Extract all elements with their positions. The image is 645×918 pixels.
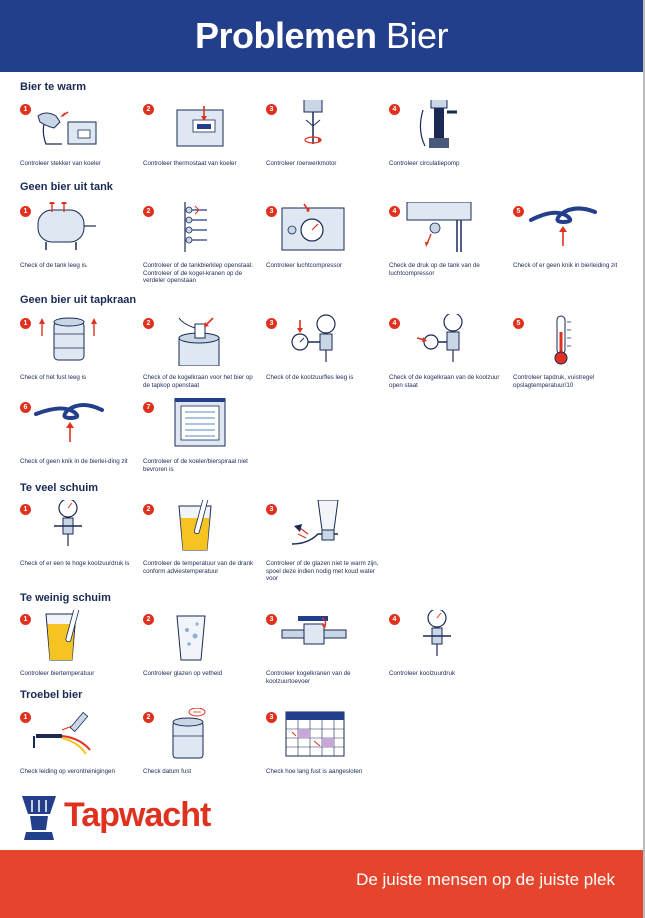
tapwacht-logo	[20, 792, 280, 844]
step-caption: Controleer roerwerkmotor	[266, 160, 337, 167]
ball-valve-icon	[278, 610, 350, 662]
step-number: 4	[389, 104, 400, 115]
step-caption: Controleer koolzuurdruk	[389, 670, 456, 677]
step-caption: Controleer stekker van koeler	[20, 160, 101, 167]
tapwacht-emblem-icon	[20, 794, 58, 842]
page-title	[0, 0, 643, 72]
footer-slogan: De juiste mensen op de juiste plek	[356, 870, 615, 889]
page-title-bold: Problemen	[194, 15, 377, 56]
step-number: 4	[389, 318, 400, 329]
step-number: 2	[143, 318, 154, 329]
step-number: 3	[266, 504, 277, 515]
section-title-bier-te-warm: Bier te warm	[20, 81, 87, 93]
step-number: 3	[266, 206, 277, 217]
plug-icon	[32, 100, 104, 152]
calendar-icon	[278, 708, 350, 760]
step-caption: Controleer circulatiepomp	[389, 160, 460, 167]
tank-pressure-icon	[401, 202, 473, 254]
glass-thermometer-icon	[155, 500, 227, 552]
glass-rinser-icon	[278, 500, 350, 552]
step-caption: Controleer luchtcompressor	[266, 262, 342, 269]
step-caption: Controleer tapdruk, vuistregel opslagtemperatuur/10	[513, 374, 595, 389]
cooler-coil-icon	[155, 398, 227, 450]
brand-name: Tapwacht	[64, 796, 211, 834]
step-caption: Check of de koolzuurfles leeg is	[266, 374, 354, 381]
step-caption: Check de druk op de tank van de luchtcompressor	[389, 262, 480, 277]
stirring-motor-icon	[278, 100, 350, 152]
step-number: 1	[20, 206, 31, 217]
step-number: 1	[20, 614, 31, 625]
dirty-line-icon	[32, 708, 104, 760]
step-caption: Check hoe lang fust is aangesloten	[266, 768, 363, 775]
step-number: 5	[513, 206, 524, 217]
header-banner	[0, 0, 643, 72]
step-number: 3	[266, 104, 277, 115]
section-title-geen-bier-uit-tapkraan: Geen bier uit tapkraan	[20, 294, 137, 306]
step-number: 5	[513, 318, 524, 329]
step-caption: Controleer kogelkranen van de koolzuurtoevoer	[266, 670, 351, 685]
section-title-troebel-bier: Troebel bier	[20, 689, 83, 701]
air-compressor-icon	[278, 202, 350, 254]
hose-kink-icon	[525, 202, 597, 254]
step-caption: Controleer of de tankbierklep openstaat. Controleer of de kogel-kranen op de verdeler openstaan	[143, 262, 254, 285]
circulation-pump-icon	[401, 100, 473, 152]
step-caption: Check of de kogelkraan van de koolzuur open staat	[389, 374, 500, 389]
co2-regulator-icon	[32, 500, 104, 552]
step-number: 2	[143, 504, 154, 515]
step-number: 3	[266, 614, 277, 625]
keg-valve-icon	[155, 314, 227, 366]
step-caption: Check of geen knik in de bierlei-ding zit	[20, 458, 128, 465]
step-number: 2	[143, 104, 154, 115]
co2-gauge-icon	[278, 314, 350, 366]
step-caption: Check of er een te hoge koolzuurdruk is	[20, 560, 130, 567]
step-number: 4	[389, 206, 400, 217]
step-number: 3	[266, 318, 277, 329]
step-number: 2	[143, 206, 154, 217]
step-caption: Controleer thermostaat van koeler	[143, 160, 237, 167]
step-number: 1	[20, 318, 31, 329]
section-title-te-veel-schuim: Te veel schuim	[20, 482, 99, 494]
step-number: 1	[20, 712, 31, 723]
step-caption: Check of er geen knik in bierleiding zit	[513, 262, 618, 269]
keg-date-icon	[155, 708, 227, 760]
step-caption: Controleer glazen op vetheid	[143, 670, 223, 677]
step-caption: Controleer of de koeler/bierspiraal niet bevroren is	[143, 458, 248, 473]
step-number: 1	[20, 504, 31, 515]
tank-icon	[32, 202, 104, 254]
step-number: 7	[143, 402, 154, 413]
thermometer-icon	[525, 314, 597, 366]
co2-regulator-icon	[401, 610, 473, 662]
section-title-te-weinig-schuim: Te weinig schuim	[20, 592, 111, 604]
step-caption: Check datum fust	[143, 768, 192, 775]
step-caption: Check of de tank leeg is.	[20, 262, 88, 269]
keg-icon	[32, 314, 104, 366]
step-number: 6	[20, 402, 31, 413]
regulator-valve-icon	[401, 314, 473, 366]
step-caption: Controleer de temperatuur van de drank conform adviestemperatuur	[143, 560, 254, 575]
page-title-light: Bier	[386, 15, 449, 56]
beer-glass-icon	[32, 610, 104, 662]
step-caption: Controleer biertemperatuur	[20, 670, 95, 677]
step-number: 3	[266, 712, 277, 723]
step-caption: Check of de kogelkraan voor het bier op de tapkop openstaat	[143, 374, 253, 389]
step-caption: Check of het fust leeg is	[20, 374, 87, 381]
greasy-glass-icon	[155, 610, 227, 662]
step-number: 4	[389, 614, 400, 625]
footer-banner	[0, 850, 643, 918]
tank-valve-icon	[155, 202, 227, 254]
step-number: 1	[20, 104, 31, 115]
hose-kink-icon	[32, 398, 104, 450]
section-title-geen-bier-uit-tank: Geen bier uit tank	[20, 181, 113, 193]
step-number: 2	[143, 614, 154, 625]
thermostat-icon	[155, 100, 227, 152]
step-caption: Controleer of de glazen niet te warm zijn, spoel deze indien nodig met koud water voor	[266, 560, 379, 583]
step-number: 2	[143, 712, 154, 723]
step-caption: Check leiding op verontreinigingen	[20, 768, 115, 775]
